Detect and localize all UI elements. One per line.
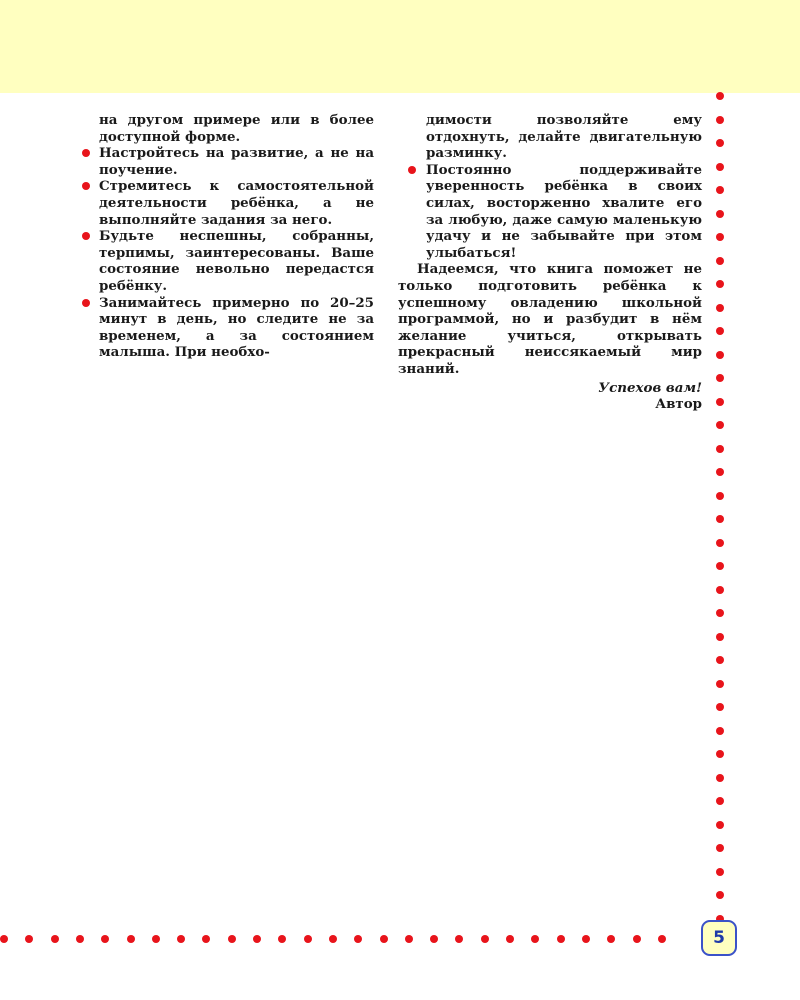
bullet-item xyxy=(80,228,374,294)
bullet-text: Будьте неспешны, собранны, терпимы, заинтересованы. Ваше состояние невольно передастся ребёнку. xyxy=(99,228,374,294)
red-dot-icon xyxy=(716,562,724,570)
red-dot-icon xyxy=(716,539,724,547)
red-dot-icon xyxy=(127,935,135,943)
red-dot-icon xyxy=(380,935,388,943)
red-dot-icon xyxy=(228,935,236,943)
red-dot-icon xyxy=(716,821,724,829)
red-dot-icon xyxy=(455,935,463,943)
bullet-text: Постоянно поддерживайте уверенность ребёнка в своих силах, восторженно хвалите его за любую, даже самую маленькую удачу и не забывайте при этом улыбаться! xyxy=(426,161,702,261)
red-dot-icon xyxy=(716,703,724,711)
red-dot-icon xyxy=(716,492,724,500)
red-dot-icon xyxy=(408,166,416,174)
red-dot-icon xyxy=(716,116,724,124)
red-dot-icon xyxy=(658,935,666,943)
red-dot-icon xyxy=(202,935,210,943)
red-dot-icon xyxy=(481,935,489,943)
red-dot-icon xyxy=(716,844,724,852)
red-dot-icon xyxy=(716,868,724,876)
closing-paragraph: Надеемся, что книга поможет не только подготовить ребёнка к успешному овладению школьной программой, но и разбудит в нём желание учиться, открывать прекрасный неиссякаемый мир знаний. xyxy=(398,261,702,377)
red-dot-icon xyxy=(582,935,590,943)
red-dot-icon xyxy=(716,186,724,194)
red-dot-icon xyxy=(329,935,337,943)
author-signature: Автор xyxy=(655,396,702,413)
bullet-item xyxy=(398,162,702,262)
red-dot-icon xyxy=(531,935,539,943)
continuation-text: на другом примере или в более доступной форме. xyxy=(99,112,374,145)
red-dot-icon xyxy=(716,327,724,335)
red-dot-icon xyxy=(716,304,724,312)
red-dot-icon xyxy=(278,935,286,943)
red-dot-icon xyxy=(716,656,724,664)
red-dot-icon xyxy=(716,233,724,241)
red-dot-icon xyxy=(716,633,724,641)
right-text-column xyxy=(398,112,702,413)
red-dot-icon xyxy=(716,680,724,688)
red-dot-icon xyxy=(0,935,8,943)
red-dot-icon xyxy=(716,515,724,523)
red-dot-icon xyxy=(25,935,33,943)
page-number-badge xyxy=(701,920,737,956)
red-dot-icon xyxy=(152,935,160,943)
red-dot-icon xyxy=(51,935,59,943)
red-dot-icon xyxy=(716,374,724,382)
red-dot-icon xyxy=(716,92,724,100)
red-dot-icon xyxy=(716,586,724,594)
bullet-item xyxy=(80,295,374,361)
top-color-band xyxy=(0,0,800,93)
red-dot-icon xyxy=(716,891,724,899)
red-dot-icon xyxy=(82,232,90,240)
red-dot-icon xyxy=(405,935,413,943)
red-dot-icon xyxy=(716,210,724,218)
red-dot-icon xyxy=(557,935,565,943)
sign-off: Успехов вам! xyxy=(598,379,702,396)
bullet-text: Стремитесь к самостоятельной деятельности ребёнка, а не выполняйте задания за него. xyxy=(99,178,374,228)
red-dot-icon xyxy=(716,750,724,758)
red-dot-icon xyxy=(633,935,641,943)
page-number: 5 xyxy=(713,928,725,948)
red-dot-icon xyxy=(716,797,724,805)
red-dot-icon xyxy=(506,935,514,943)
red-dot-icon xyxy=(177,935,185,943)
red-dot-icon xyxy=(607,935,615,943)
red-dot-icon xyxy=(716,398,724,406)
red-dot-icon xyxy=(716,139,724,147)
red-dot-icon xyxy=(253,935,261,943)
red-dot-icon xyxy=(82,149,90,157)
red-dot-icon xyxy=(354,935,362,943)
red-dot-icon xyxy=(76,935,84,943)
red-dot-icon xyxy=(101,935,109,943)
bullet-item xyxy=(80,145,374,178)
bullet-item xyxy=(80,178,374,228)
bullet-text: Занимайтесь примерно по 20–25 минут в день, но следите не за временем, а за состоянием малыша. При необхо- xyxy=(99,294,374,361)
red-dot-icon xyxy=(82,182,90,190)
red-dot-icon xyxy=(716,163,724,171)
red-dot-icon xyxy=(716,468,724,476)
red-dot-icon xyxy=(716,445,724,453)
red-dot-icon xyxy=(716,351,724,359)
bullet-text: Настройтесь на развитие, а не на поучение. xyxy=(99,145,374,178)
continuation-text: димости позволяйте ему отдохнуть, делайте двигательную разминку. xyxy=(426,112,702,162)
red-dot-icon xyxy=(716,421,724,429)
red-dot-icon xyxy=(716,257,724,265)
red-dot-icon xyxy=(304,935,312,943)
red-dot-icon xyxy=(430,935,438,943)
red-dot-icon xyxy=(716,727,724,735)
left-text-column xyxy=(80,112,374,361)
red-dot-icon xyxy=(716,609,724,617)
red-dot-icon xyxy=(716,774,724,782)
red-dot-icon xyxy=(82,299,90,307)
red-dot-icon xyxy=(716,280,724,288)
